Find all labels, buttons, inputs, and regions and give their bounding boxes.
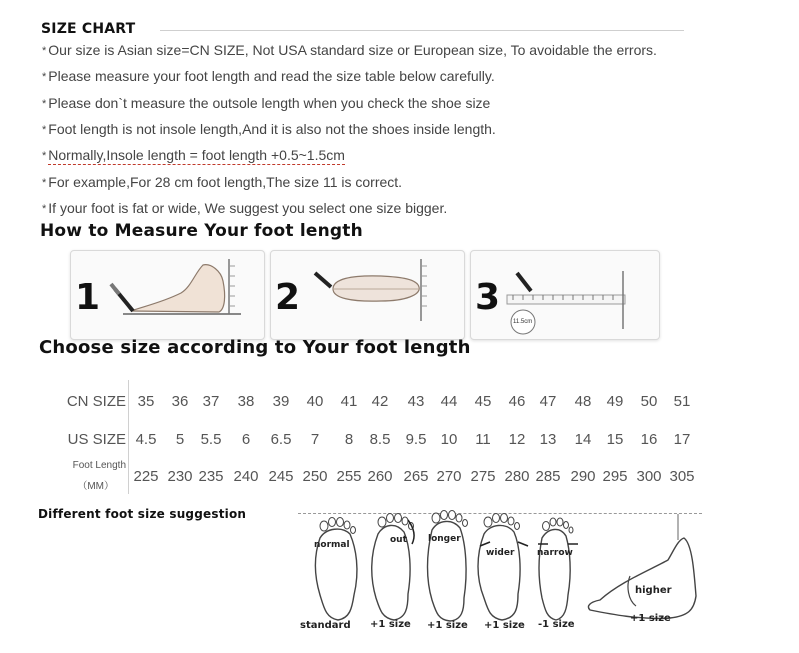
foot-side-illustration <box>71 251 264 339</box>
cn-size-cell: 42 <box>371 393 389 410</box>
foot-length-cell: 270 <box>436 468 462 485</box>
note-asian-size: * Our size is Asian size=CN SIZE, Not USA standard size or European size, To avoidable the errors. <box>42 42 657 58</box>
foot-length-cell: 225 <box>133 468 159 485</box>
us-size-cell: 10 <box>440 431 458 448</box>
us-size-cell: 16 <box>640 431 658 448</box>
foot-length-cell: 305 <box>669 468 695 485</box>
foot-caption-longer: +1 size <box>427 620 468 631</box>
cn-size-cell: 46 <box>508 393 526 410</box>
us-size-label: US SIZE <box>67 431 126 448</box>
cn-size-cell: 43 <box>407 393 425 410</box>
note-measure-foot: * Please measure your foot length and read the size table below carefully. <box>42 68 495 84</box>
foot-length-cell: 295 <box>602 468 628 485</box>
foot-caption-higher: +1 size <box>630 613 671 624</box>
step-number: 3 <box>475 277 501 318</box>
us-size-cell: 17 <box>673 431 691 448</box>
foot-length-label: Foot Length <box>72 460 126 471</box>
note-wide-foot: * If your foot is fat or wide, We suggest you select one size bigger. <box>42 200 448 216</box>
note-example: * For example,For 28 cm foot length,The size 11 is correct. <box>42 174 403 190</box>
foot-length-cell: 300 <box>636 468 662 485</box>
foot-label-higher: higher <box>635 585 672 596</box>
us-size-cell: 9.5 <box>405 431 427 448</box>
us-size-cell: 8 <box>344 431 354 448</box>
cn-size-cell: 41 <box>340 393 358 410</box>
measure-step-2 <box>270 250 465 340</box>
cn-size-cell: 47 <box>539 393 557 410</box>
cn-size-cell: 51 <box>673 393 691 410</box>
cn-size-cell: 40 <box>306 393 324 410</box>
title-divider <box>160 30 684 31</box>
us-size-cell: 6 <box>241 431 251 448</box>
cn-size-cell: 45 <box>474 393 492 410</box>
step-number: 1 <box>75 277 101 318</box>
cn-size-cell: 50 <box>640 393 658 410</box>
suggestion-heading: Different foot size suggestion <box>38 507 247 521</box>
cn-size-cell: 36 <box>171 393 189 410</box>
foot-label-narrow: narrow <box>537 548 573 558</box>
us-size-cell: 14 <box>574 431 592 448</box>
us-size-cell: 4.5 <box>135 431 157 448</box>
measure-heading: How to Measure Your foot length <box>40 221 363 241</box>
us-size-cell: 12 <box>508 431 526 448</box>
foot-length-cell: 240 <box>233 468 259 485</box>
cn-size-label: CN SIZE <box>66 393 126 410</box>
foot-length-cell: 290 <box>570 468 596 485</box>
foot-length-cell: 260 <box>367 468 393 485</box>
foot-length-cell: 235 <box>198 468 224 485</box>
measure-step-1 <box>70 250 265 340</box>
foot-label-longer: longer <box>428 534 461 544</box>
foot-caption-standard: standard <box>300 620 351 631</box>
cn-size-cell: 38 <box>237 393 255 410</box>
foot-length-unit: （MM） <box>77 481 114 492</box>
us-size-cell: 11 <box>475 431 491 448</box>
foot-label-wider: wider <box>486 548 515 558</box>
foot-length-cell: 230 <box>167 468 193 485</box>
foot-length-cell: 255 <box>336 468 362 485</box>
us-size-cell: 13 <box>539 431 557 448</box>
us-size-cell: 8.5 <box>369 431 391 448</box>
foot-length-cell: 275 <box>470 468 496 485</box>
foot-label-out: out <box>390 535 407 545</box>
foot-caption-narrow: -1 size <box>538 619 575 630</box>
us-size-cell: 5 <box>175 431 185 448</box>
foot-length-cell: 245 <box>268 468 294 485</box>
foot-caption-wider: +1 size <box>484 620 525 631</box>
note-insole: * Foot length is not insole length,And it is also not the shoes inside length. <box>42 121 496 137</box>
note-insole-formula: * Normally,Insole length = foot length +0.5~1.5cm <box>42 147 345 163</box>
foot-label-normal: normal <box>314 540 350 550</box>
ruler-illustration <box>471 251 659 339</box>
page-title: SIZE CHART <box>41 21 136 37</box>
us-size-cell: 7 <box>310 431 320 448</box>
cn-size-cell: 39 <box>272 393 290 410</box>
us-size-cell: 15 <box>606 431 624 448</box>
cn-size-cell: 44 <box>440 393 458 410</box>
us-size-cell: 6.5 <box>270 431 292 448</box>
foot-length-cell: 285 <box>535 468 561 485</box>
size-table-heading: Choose size according to Your foot length <box>39 337 471 358</box>
ruler-reading: 11.5cm <box>513 319 533 325</box>
cn-size-cell: 37 <box>202 393 220 410</box>
cn-size-cell: 49 <box>606 393 624 410</box>
foot-length-cell: 250 <box>302 468 328 485</box>
note-outsole: * Please don`t measure the outsole length when you check the shoe size <box>42 95 491 111</box>
step-number: 2 <box>275 277 301 318</box>
cn-size-cell: 48 <box>574 393 592 410</box>
foot-length-cell: 280 <box>504 468 530 485</box>
cn-size-cell: 35 <box>137 393 155 410</box>
foot-caption-out: +1 size <box>370 619 411 630</box>
us-size-cell: 5.5 <box>200 431 222 448</box>
measure-step-3 <box>470 250 660 340</box>
foot-length-cell: 265 <box>403 468 429 485</box>
foot-top-illustration <box>271 251 464 339</box>
